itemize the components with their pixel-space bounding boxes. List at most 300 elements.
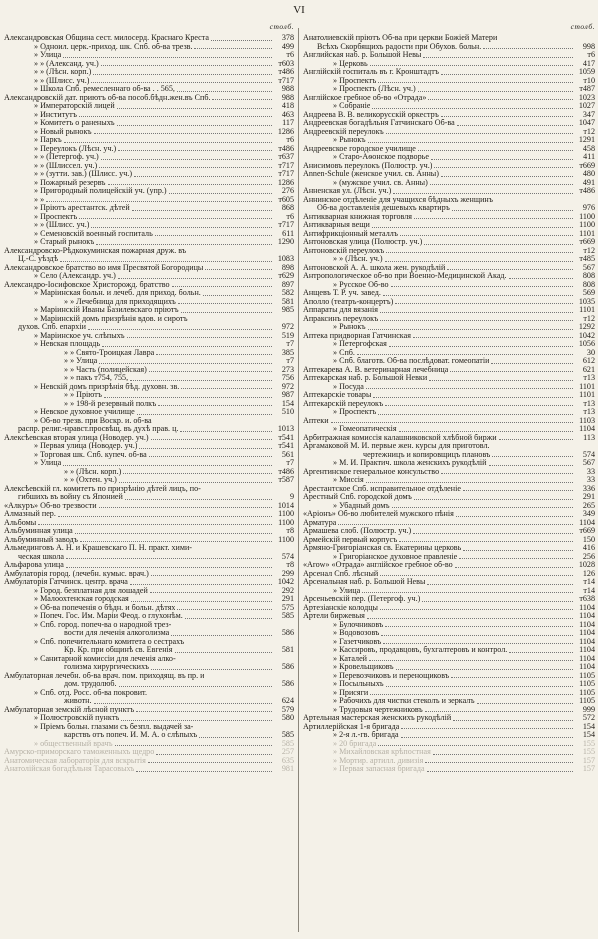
- dot-leader: [452, 210, 573, 211]
- entry-text: распр. религ.-нравст.просвѣщ. въ духѣ прав. ц.: [18, 425, 179, 433]
- index-entry: [303, 34, 595, 43]
- entry-text: » Спб. город. попеч-ва о народной трез-: [34, 620, 172, 629]
- entry-text: » Проспектъ: [34, 212, 78, 221]
- entry-text: Амбулаторія город. (лечебн. кумыс. врач.): [4, 569, 149, 578]
- column-number: т12: [583, 314, 595, 323]
- dot-leader: [362, 592, 573, 593]
- dot-leader: [425, 711, 573, 712]
- column-number: т6: [286, 136, 294, 144]
- index-entry: [303, 578, 595, 587]
- entry-text: » Институтъ: [34, 110, 77, 119]
- entry-text: » Пригородный полицейскій уч. (упр.): [34, 187, 167, 195]
- dot-leader: [151, 439, 272, 440]
- column-number: 624: [281, 697, 294, 705]
- column-number: 567: [582, 459, 595, 467]
- entry-text: Александровское братство во имя Пресвятой Богородицы: [4, 263, 204, 272]
- dot-leader: [483, 48, 573, 49]
- entry-text: » » (Шлисс. уч.): [34, 76, 90, 85]
- column-number: 154: [281, 399, 294, 408]
- column-number: 1014: [277, 501, 294, 510]
- index-entry: [303, 196, 595, 205]
- dot-leader: [121, 720, 272, 721]
- entry-text: Амбулаторія Гатчинск. центр. врача: [4, 578, 128, 586]
- index-entry: [303, 68, 595, 77]
- dot-leader: [132, 210, 272, 211]
- entry-text: » Улица: [333, 586, 361, 595]
- entry-text: » » Пріютъ: [64, 391, 102, 399]
- column-number: т13: [583, 399, 595, 408]
- entry-text: » Пожарный резервъ: [34, 178, 106, 187]
- index-entry: [303, 765, 595, 774]
- column-number: т6: [286, 212, 294, 221]
- dot-leader: [58, 516, 272, 517]
- dot-leader: [149, 371, 272, 372]
- index-entry: [4, 204, 294, 213]
- column-number: 157: [582, 765, 595, 773]
- column-number: 1104: [579, 646, 595, 654]
- index-entry: [303, 425, 595, 434]
- dot-leader: [401, 728, 573, 729]
- index-entry: [303, 468, 595, 477]
- dot-leader: [38, 524, 272, 525]
- column-number: 1290: [277, 238, 294, 246]
- index-entry: [303, 128, 595, 137]
- index-entry: [303, 230, 595, 239]
- entry-text: » Михайловская крѣпостная: [333, 748, 431, 756]
- column-number: 1056: [578, 340, 595, 348]
- column-number: 499: [281, 42, 294, 51]
- entry-text: » Об-во трезв. при Воскр. и. об-ва: [34, 416, 152, 425]
- index-entry: [303, 757, 595, 766]
- column-number: 569: [582, 289, 595, 297]
- index-entry: [4, 485, 294, 494]
- entry-text: Апраксинъ переулокъ: [303, 314, 379, 323]
- entry-text: » Газетчиковъ: [333, 637, 382, 646]
- index-entry: [4, 510, 294, 519]
- index-entry: [303, 502, 595, 511]
- index-entry: [303, 102, 595, 111]
- column-number: 581: [281, 646, 294, 654]
- entry-text: » Новый рынокъ: [34, 127, 92, 136]
- entry-text: » Трудовыя чертежниковъ: [333, 705, 423, 714]
- column-number: 155: [582, 739, 595, 748]
- dot-leader: [175, 652, 272, 653]
- dot-leader: [509, 652, 573, 653]
- index-entry: [4, 179, 294, 188]
- column-number: 519: [281, 331, 294, 340]
- index-entry: [4, 77, 294, 86]
- dot-leader: [64, 142, 272, 143]
- column-number: т486: [278, 68, 294, 76]
- dot-leader: [441, 176, 573, 177]
- dot-leader: [492, 456, 573, 457]
- entry-text: » Пріютъ арестантск. дѣтей: [34, 204, 130, 212]
- index-entry: [4, 255, 294, 264]
- column-number: 273: [281, 365, 294, 374]
- column-number: 987: [281, 391, 294, 399]
- dot-leader: [385, 626, 573, 627]
- column-number: 808: [582, 272, 595, 280]
- column-number: 582: [281, 289, 294, 297]
- index-entry: [303, 238, 595, 247]
- index-entry: [303, 111, 595, 120]
- column-number: 480: [582, 170, 595, 178]
- dot-leader: [180, 431, 272, 432]
- entry-text: Антоновская улица (Полюстр. уч.): [303, 238, 423, 246]
- entry-text: » » (Лѣсн. уч.): [333, 255, 383, 263]
- entry-text: Армашева слоб. (Полюстр. уч.): [303, 527, 412, 535]
- dot-leader: [88, 329, 272, 330]
- entry-text: вости для леченія алкоголизма: [64, 629, 170, 637]
- column-number: 33: [586, 467, 595, 476]
- dot-leader: [101, 65, 272, 66]
- column-number: 154: [582, 722, 595, 731]
- column-number: 417: [582, 59, 595, 68]
- index-entry: [4, 43, 294, 52]
- column-number: 385: [281, 348, 294, 357]
- entry-text: Аптекарскій переулокъ: [303, 399, 384, 408]
- dot-leader: [418, 150, 573, 151]
- dot-leader: [171, 635, 272, 636]
- column-number: 411: [583, 153, 595, 161]
- column-number: 981: [281, 765, 294, 773]
- entry-text: Альмединговъ А. Н. и Крашевскаго П. Н. практ. хими-: [4, 544, 192, 552]
- column-number: т669: [579, 527, 595, 535]
- dot-leader: [378, 414, 573, 415]
- index-entry: [303, 714, 595, 723]
- index-entry: [303, 400, 595, 409]
- entry-text: » Спб. благотв. Об-ва послѣдоват. гомеопатіи: [333, 357, 490, 365]
- entry-text: Аполло (театръ-концертъ): [303, 297, 394, 306]
- index-entry: [4, 213, 294, 222]
- entry-text: » Торговая шк. Спб. купеч. об-ва: [34, 450, 147, 459]
- dot-leader: [477, 703, 573, 704]
- dot-leader: [429, 380, 573, 381]
- column-number: 336: [582, 484, 595, 493]
- column-number: 561: [281, 450, 294, 459]
- dot-leader: [414, 218, 573, 219]
- entry-text: » Императорскій лицей: [34, 102, 115, 110]
- column-divider: [298, 28, 299, 932]
- entry-text: » »: [34, 195, 45, 204]
- column-number: 349: [582, 510, 595, 518]
- entry-text: Арестантское Спб. исправительное отдѣленіе: [303, 484, 461, 493]
- dot-leader: [399, 541, 573, 542]
- column-number: т669: [579, 238, 595, 246]
- index-entry: [4, 714, 294, 723]
- entry-text: Аргамаковой М. И. первые жен. курсы для приготовл.: [303, 442, 490, 450]
- entry-text: «Аріонъ» Об-во любителей мужского пѣнія: [303, 510, 454, 518]
- dot-leader: [136, 711, 272, 712]
- index-entry: [303, 621, 595, 630]
- column-number: 612: [582, 357, 595, 365]
- index-entry: [4, 145, 294, 154]
- column-number: 1104: [579, 637, 595, 646]
- entry-text: Кр. Кр. при общинѣ св. Евгенія: [64, 646, 173, 654]
- dot-leader: [117, 125, 272, 126]
- column-number: 154: [582, 731, 595, 739]
- index-entry: [4, 68, 294, 77]
- column-number: т485: [579, 255, 595, 263]
- column-number: т605: [278, 195, 294, 204]
- index-entry: [303, 298, 595, 307]
- index-entry: [303, 434, 595, 443]
- index-entry: [4, 689, 294, 698]
- column-number: 1105: [579, 697, 595, 705]
- index-entry: [303, 553, 595, 562]
- index-entry: [4, 238, 294, 247]
- dot-leader: [94, 703, 272, 704]
- dot-leader: [367, 618, 573, 619]
- dot-leader: [425, 762, 573, 763]
- index-entry: [4, 340, 294, 349]
- column-number: т14: [583, 578, 595, 586]
- column-number: 30: [586, 348, 595, 357]
- column-number: 458: [582, 144, 595, 153]
- index-entry: [4, 383, 294, 392]
- entry-text: » Убадный домъ: [333, 501, 390, 510]
- column-number: т7: [286, 357, 294, 365]
- entry-text: Артельная мастерская женскихъ рукодѣлій: [303, 714, 452, 722]
- column-number: 1286: [277, 127, 294, 136]
- dot-leader: [137, 414, 272, 415]
- column-number: 418: [281, 102, 294, 110]
- index-entry: [4, 655, 294, 664]
- column-number: 575: [281, 603, 294, 612]
- column-number: 157: [582, 756, 595, 765]
- dot-leader: [370, 694, 573, 695]
- dot-leader: [369, 660, 573, 661]
- dot-leader: [414, 499, 573, 500]
- column-number: 1104: [579, 603, 595, 612]
- entry-text: Андреева В. В. великорусскій оркестръ: [303, 110, 439, 119]
- dot-leader: [131, 601, 272, 602]
- index-entry: [4, 289, 294, 298]
- index-entry: [303, 723, 595, 732]
- column-number: 972: [281, 323, 294, 331]
- entry-text: » Об-ва попеченія о бѣдн. и больн. дѣтях: [34, 603, 176, 612]
- entry-text: » » Лечебница для приходящихъ: [64, 297, 176, 306]
- dot-leader: [93, 74, 272, 75]
- dot-leader: [424, 244, 573, 245]
- index-entry: [303, 77, 595, 86]
- entry-text: Аргентинское генеральное консульство: [303, 467, 440, 476]
- column-number: 611: [282, 229, 294, 238]
- dot-leader: [383, 295, 573, 296]
- entry-text: » Санитарной комиссіи для леченія алко-: [34, 654, 176, 663]
- dot-leader: [123, 473, 272, 474]
- column-number: 1028: [578, 561, 595, 569]
- index-entry: [303, 510, 595, 519]
- dot-leader: [431, 159, 573, 160]
- dot-leader: [91, 82, 272, 83]
- column-number: 1059: [578, 68, 595, 76]
- column-number: 1292: [578, 323, 595, 331]
- column-number: 580: [281, 714, 294, 722]
- right-column: [303, 22, 595, 774]
- dot-leader: [372, 227, 573, 228]
- column-number: т629: [278, 272, 294, 280]
- index-entry: [303, 536, 595, 545]
- index-entry: [4, 400, 294, 409]
- entry-text: Армяно-Григоріанская св. Екатерины церковь: [303, 544, 462, 552]
- column-number: 586: [281, 680, 294, 688]
- column-number: 574: [281, 552, 294, 561]
- index-entry: [303, 663, 595, 672]
- entry-text: » Полюстровскій пунктъ: [34, 714, 120, 722]
- column-number: 1104: [579, 629, 595, 637]
- dot-leader: [205, 269, 272, 270]
- dot-leader: [509, 278, 573, 279]
- index-entry: [303, 689, 595, 698]
- column-number: 1013: [277, 425, 294, 433]
- entry-text: » » (Петергоф. уч.): [34, 153, 99, 161]
- entry-text: » Улица: [34, 51, 62, 59]
- entry-text: «Алкуръ» Об-во трезвости: [4, 501, 97, 510]
- entry-text: » Село (Александр. уч.): [34, 272, 116, 280]
- index-entry: [4, 119, 294, 128]
- index-entry: [4, 434, 294, 443]
- column-number: т587: [278, 476, 294, 484]
- column-number: 567: [582, 263, 595, 272]
- index-entry: [303, 247, 595, 256]
- index-entry: [4, 723, 294, 732]
- dot-leader: [177, 91, 272, 92]
- index-entry: [4, 442, 294, 451]
- entry-text: животн.: [64, 697, 92, 705]
- column-number: 292: [281, 586, 294, 595]
- page-number: VI: [293, 4, 305, 16]
- index-entry: [303, 561, 595, 570]
- entry-text: Арсенал Спб. лѣсный: [303, 569, 379, 578]
- index-entry: [303, 451, 595, 460]
- index-entry: [4, 94, 294, 103]
- entry-text: » Посыльныхъ: [333, 680, 384, 688]
- index-entry: [303, 162, 595, 171]
- entry-text: » Кассировъ, продавцовъ, бухгалтеровъ и контрол.: [333, 646, 508, 654]
- column-number: 1100: [579, 212, 595, 221]
- entry-text: Ц.-С. уѣздѣ: [18, 255, 59, 263]
- index-entry: [4, 451, 294, 460]
- entry-text: » Спб. попечительнаго комитета о сестрахъ: [34, 637, 185, 646]
- dot-leader: [331, 422, 573, 423]
- column-number: 586: [281, 629, 294, 637]
- entry-text: » Одноил. церк.-приход. шк. Спб. об-ва трезв.: [34, 42, 193, 51]
- entry-text: » Семеновскій военный госпиталь: [34, 229, 153, 238]
- index-entry: [303, 374, 595, 383]
- entry-text: Арсенальная наб. р. Большой Невы: [303, 578, 426, 586]
- column-number: 972: [281, 382, 294, 391]
- index-entry: [303, 94, 595, 103]
- entry-text: Антикварныя вещи: [303, 221, 370, 229]
- dot-leader: [427, 771, 573, 772]
- entry-text: » Переулокъ (Лѣсн. уч.): [34, 144, 117, 153]
- column-header: столб.: [570, 22, 595, 31]
- entry-text: гибшихъ въ войну съ Японией: [18, 493, 123, 501]
- entry-text: » Маріинская больн. и лечеб. для приход. больн.: [34, 289, 201, 297]
- index-entry: [303, 349, 595, 358]
- entry-text: » » (Лѣсн. корп.): [64, 467, 122, 476]
- dot-leader: [66, 567, 272, 568]
- index-entry: [4, 136, 294, 145]
- entry-text: Амбулаторная земскій лѣсной пунктъ: [4, 705, 135, 714]
- index-entry: [4, 298, 294, 307]
- entry-text: Андреевскій переулокъ: [303, 127, 384, 136]
- entry-text: Аптекарская наб. р. Большой Невки: [303, 374, 428, 382]
- dot-leader: [392, 507, 573, 508]
- column-number: 585: [281, 731, 294, 739]
- index-entry: [4, 196, 294, 205]
- index-entry: [4, 731, 294, 740]
- entry-text: Альбуминная улица: [4, 527, 73, 535]
- column-number: 1291: [578, 136, 595, 144]
- entry-text: Антоновскій переулокъ: [303, 246, 385, 255]
- dot-leader: [393, 193, 573, 194]
- dot-leader: [427, 584, 573, 585]
- index-entry: [4, 102, 294, 111]
- index-entry: [4, 672, 294, 681]
- dot-leader: [400, 235, 573, 236]
- index-entry: [303, 383, 595, 392]
- entry-text: » Школа Спб. ремесленнаго об-ва . . 565,: [34, 85, 175, 93]
- index-entry: [4, 740, 294, 749]
- entry-text: » Григоріанское духовное правленіе: [333, 552, 458, 561]
- entry-text: Алмазный пер.: [4, 510, 56, 518]
- column-number: т6: [587, 51, 595, 59]
- index-entry: [4, 315, 294, 324]
- column-number: 113: [583, 433, 595, 442]
- column-number: т10: [583, 76, 595, 85]
- index-entry: [303, 204, 595, 213]
- index-entry: [303, 136, 595, 145]
- dot-leader: [148, 762, 272, 763]
- column-number: 1035: [578, 297, 595, 306]
- dot-leader: [127, 337, 272, 338]
- entry-text: Алексѣевскій гл. комитетъ по призрѣнію дѣтей лицъ, по-: [4, 484, 201, 493]
- dot-leader: [430, 184, 573, 185]
- dot-leader: [94, 133, 272, 134]
- column-number: 510: [281, 408, 294, 416]
- entry-text: голизма хирургическихъ: [64, 663, 149, 671]
- column-number: 1105: [579, 680, 595, 688]
- index-entry: [303, 655, 595, 664]
- index-entry: [4, 587, 294, 596]
- entry-text: Арестный Спб. городской домъ: [303, 493, 412, 501]
- index-entry: [303, 587, 595, 596]
- dot-leader: [181, 388, 272, 389]
- dot-leader: [491, 363, 573, 364]
- entry-text: Английская наб. р. Большой Невы: [303, 51, 422, 59]
- entry-text: Аптекарева А. В. ветеринарная лечебница: [303, 365, 449, 374]
- column-number: 117: [282, 119, 294, 127]
- entry-text: » Водовозовъ: [333, 629, 380, 637]
- column-number: 491: [582, 178, 595, 187]
- left-column: [4, 22, 294, 774]
- index-entry: [4, 366, 294, 375]
- entry-text: Анатолійская богадѣльня Тарасовыхъ: [4, 765, 135, 773]
- entry-text: «Arow» «Отрада» англійское гребное об-во: [303, 561, 453, 569]
- column-number: т486: [278, 144, 294, 153]
- index-entry: [4, 459, 294, 468]
- entry-text: Annen-Schule (женское учил. св. Анны): [303, 170, 439, 178]
- index-entry: [303, 289, 595, 298]
- entry-text: Арсеньевскій пер. (Петергоф. уч.): [303, 595, 421, 603]
- entry-text: Арбитражная комиссія калашниковской хлѣбной биржи: [303, 433, 497, 442]
- dot-leader: [46, 201, 272, 202]
- entry-text: » Рынокъ: [333, 323, 366, 331]
- dot-leader: [79, 218, 272, 219]
- index-entry: [4, 493, 294, 502]
